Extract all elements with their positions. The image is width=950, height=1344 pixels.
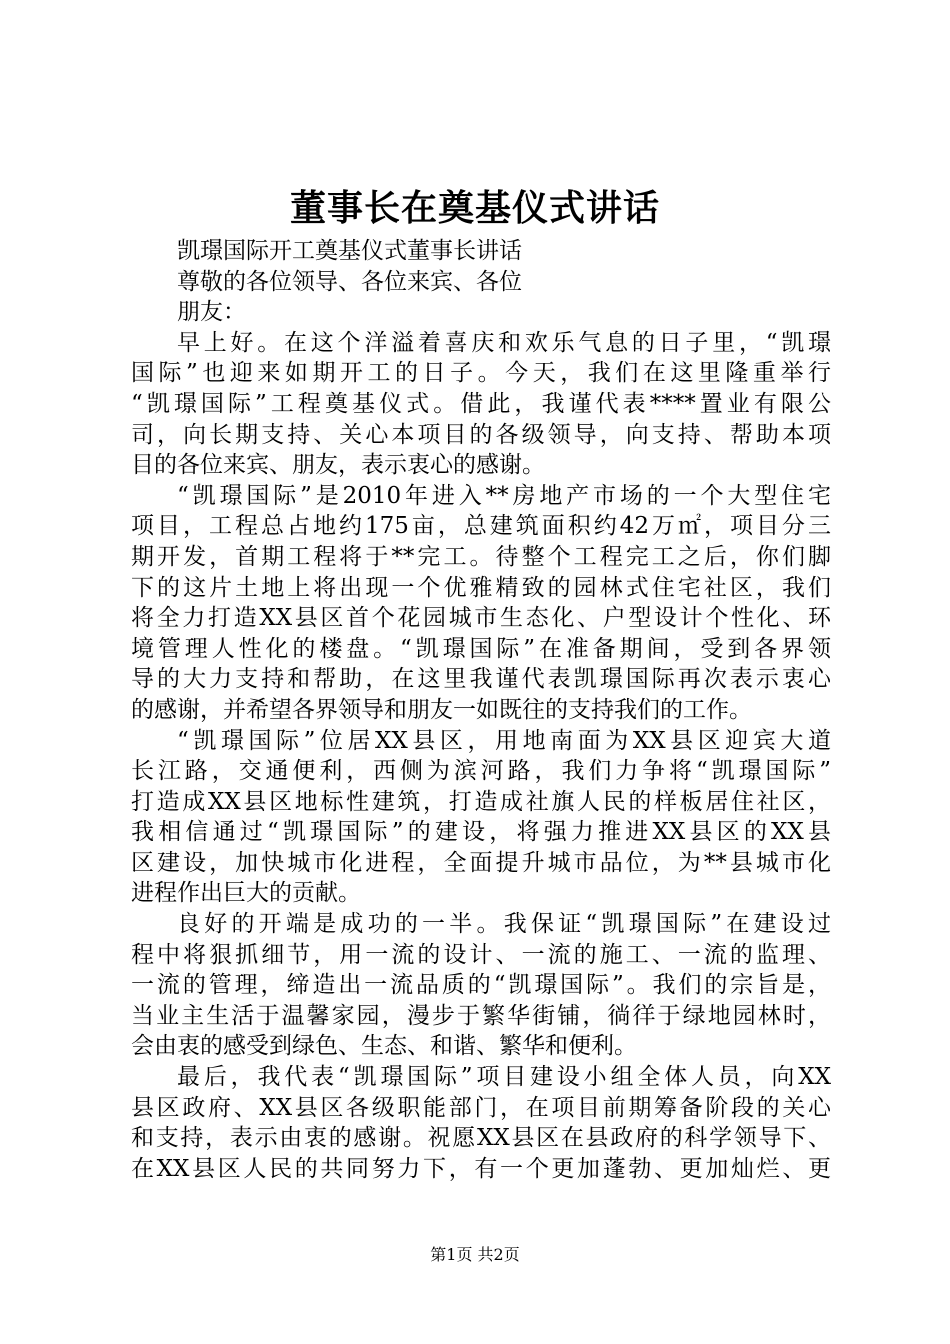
paragraph-line: 境管理人性化的楼盘。“凯璟国际”在准备期间，受到各界领: [131, 635, 831, 662]
page-footer: 第1页 共2页: [430, 1245, 520, 1264]
paragraph-line: 最后，我代表“凯璟国际”项目建设小组全体人员，向XX: [177, 1064, 831, 1091]
paragraph-line: “凯璟国际”工程奠基仪式。借此，我谨代表****置业有限公: [131, 390, 831, 417]
paragraph-line: “凯璟国际”是2010年进入**房地产市场的一个大型住宅: [177, 482, 831, 509]
paragraph-line: 目的各位来宾、朋友，表示衷心的感谢。: [131, 452, 545, 479]
paragraph-line: 导的大力支持和帮助，在这里我谨代表凯璟国际再次表示衷心: [131, 666, 831, 693]
paragraph-line: 国际”也迎来如期开工的日子。今天，我们在这里隆重举行: [131, 360, 831, 387]
paragraph-line: 期开发，首期工程将于**完工。待整个工程完工之后，你们脚: [131, 543, 831, 570]
paragraph-line: 当业主生活于温馨家园，漫步于繁华街铺，徜徉于绿地园林时，: [131, 1002, 831, 1029]
paragraph-line: 凯璟国际开工奠基仪式董事长讲话: [177, 238, 522, 264]
paragraph-line: 的感谢，并希望各界领导和朋友一如既往的支持我们的工作。: [131, 696, 752, 723]
paragraph-line: “凯璟国际”位居XX县区，用地南面为XX县区迎宾大道: [177, 727, 831, 754]
document-title: 董事长在奠基仪式讲话: [289, 187, 660, 229]
paragraph-line: 尊敬的各位领导、各位来宾、各位: [177, 268, 522, 295]
paragraph-line: 和支持，表示由衷的感谢。祝愿XX县区在县政府的科学领导下、: [131, 1125, 831, 1152]
paragraph-line: 我相信通过“凯璟国际”的建设，将强力推进XX县区的XX县: [131, 819, 831, 846]
paragraph-line: 司，向长期支持、关心本项目的各级领导，向支持、帮助本项: [131, 421, 831, 448]
document-body: [131, 236, 831, 1184]
paragraph-line: 在XX县区人民的共同努力下，有一个更加蓬勃、更加灿烂、更: [131, 1155, 831, 1182]
paragraph-line: 会由衷的感受到绿色、生态、和谐、繁华和便利。: [131, 1033, 637, 1060]
paragraph-line: 长江路，交通便利，西侧为滨河路，我们力争将“凯璟国际”: [131, 758, 831, 785]
paragraph-line: 下的这片土地上将出现一个优雅精致的园林式住宅社区，我们: [131, 574, 831, 601]
paragraph-line: 打造成XX县区地标性建筑，打造成社旗人民的样板居住社区，: [131, 788, 831, 815]
paragraph-line: 将全力打造XX县区首个花园城市生态化、户型设计个性化、环: [131, 605, 831, 632]
paragraph-line: 县区政府、XX县区各级职能部门，在项目前期筹备阶段的关心: [131, 1094, 831, 1121]
paragraph-line: 良好的开端是成功的一半。我保证“凯璟国际”在建设过: [177, 911, 831, 938]
paragraph-line: 早上好。在这个洋溢着喜庆和欢乐气息的日子里，“凯璟: [177, 329, 831, 356]
paragraph-line: 朋友：: [177, 299, 246, 326]
paragraph-line: 进程作出巨大的贡献。: [131, 880, 361, 907]
paragraph-line: 程中将狠抓细节，用一流的设计、一流的施工、一流的监理、: [131, 941, 831, 968]
paragraph-line: 一流的管理，缔造出一流品质的“凯璟国际”。我们的宗旨是，: [131, 972, 831, 999]
paragraph-line: 区建设，加快城市化进程，全面提升城市品位，为**县城市化: [131, 849, 831, 876]
paragraph-line: 项目，工程总占地约175亩，总建筑面积约42万㎡，项目分三: [131, 513, 831, 540]
